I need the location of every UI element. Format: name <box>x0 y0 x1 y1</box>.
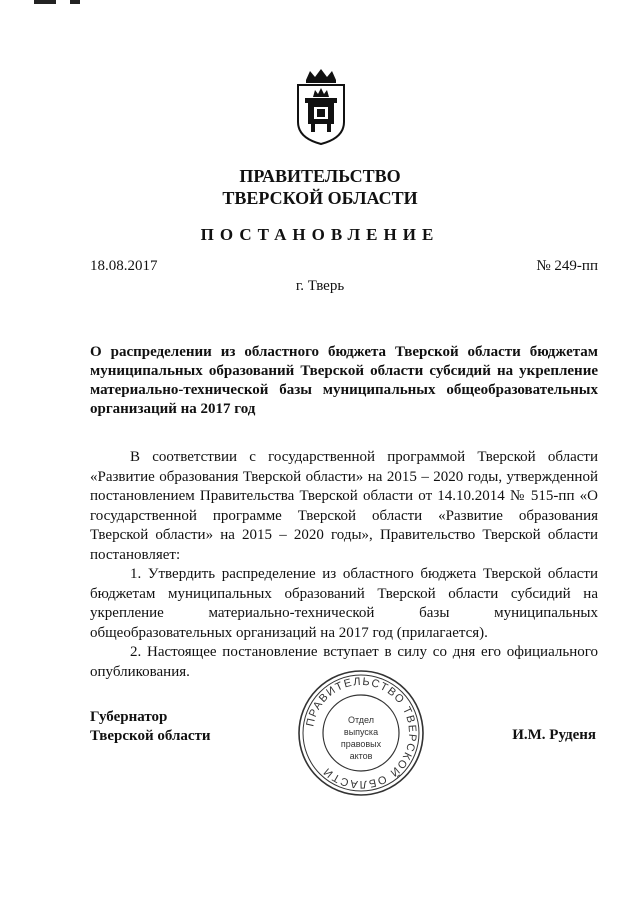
document-city: г. Тверь <box>295 278 345 294</box>
signatory-name: И.М. Руденя <box>512 727 596 743</box>
signatory-position <box>90 708 211 746</box>
document-date: 18.08.2017 <box>90 258 158 274</box>
stamp-inner-line: правовых <box>340 739 382 749</box>
scan-marks <box>34 0 94 6</box>
stamp-inner-line: выпуска <box>343 727 379 737</box>
body-paragraph: 1. Утвердить распределение из областного бюджета Тверской области бюджетам муниципальных образований Тверской области субсидий на укрепление материально-технической базы муниципальных общеобразовательных организаций на 2017 год (прилагается). <box>90 566 598 641</box>
document-number: № 249-пп <box>536 258 598 274</box>
document-title: О распределении из областного бюджета Тверской области бюджетам муниципальных образований Тверской области субсидий на укрепление материально-технической базы муниципальных общеобразовательных организаций на 2017 год <box>90 344 598 417</box>
body-paragraph: 2. Настоящее постановление вступает в силу со дня его официального опубликования. <box>90 644 598 680</box>
official-stamp <box>296 668 426 798</box>
stamp-ring-text: ПРАВИТЕЛЬСТВО ТВЕРСКОЙ ОБЛАСТИ <box>304 675 419 791</box>
tver-coat-of-arms-icon <box>292 68 350 146</box>
signatory-position-line1: Губернатор <box>90 709 168 725</box>
body-paragraph: В соответствии с государственной программой Тверской области «Развитие образования Тверской области» на 2015 – 2020 годы, утвержденной постановлением Правительства Тверской области от 14.10.2014 № 515-пп «О государственной программе Тверской области «Развитие образования Тверской области» на 2015 – 2020 годы», Правительство Тверской области постановляет: <box>90 449 598 563</box>
signatory-position-line2: Тверской области <box>90 728 211 744</box>
stamp-inner-line: Отдел <box>347 715 375 725</box>
stamp-inner-line: актов <box>349 751 373 761</box>
org-name-line1: ПРАВИТЕЛЬСТВО <box>239 166 401 186</box>
org-name-line2: ТВЕРСКОЙ ОБЛАСТИ <box>222 188 418 208</box>
document-type: ПОСТАНОВЛЕНИЕ <box>200 225 440 244</box>
document-body <box>90 448 598 682</box>
